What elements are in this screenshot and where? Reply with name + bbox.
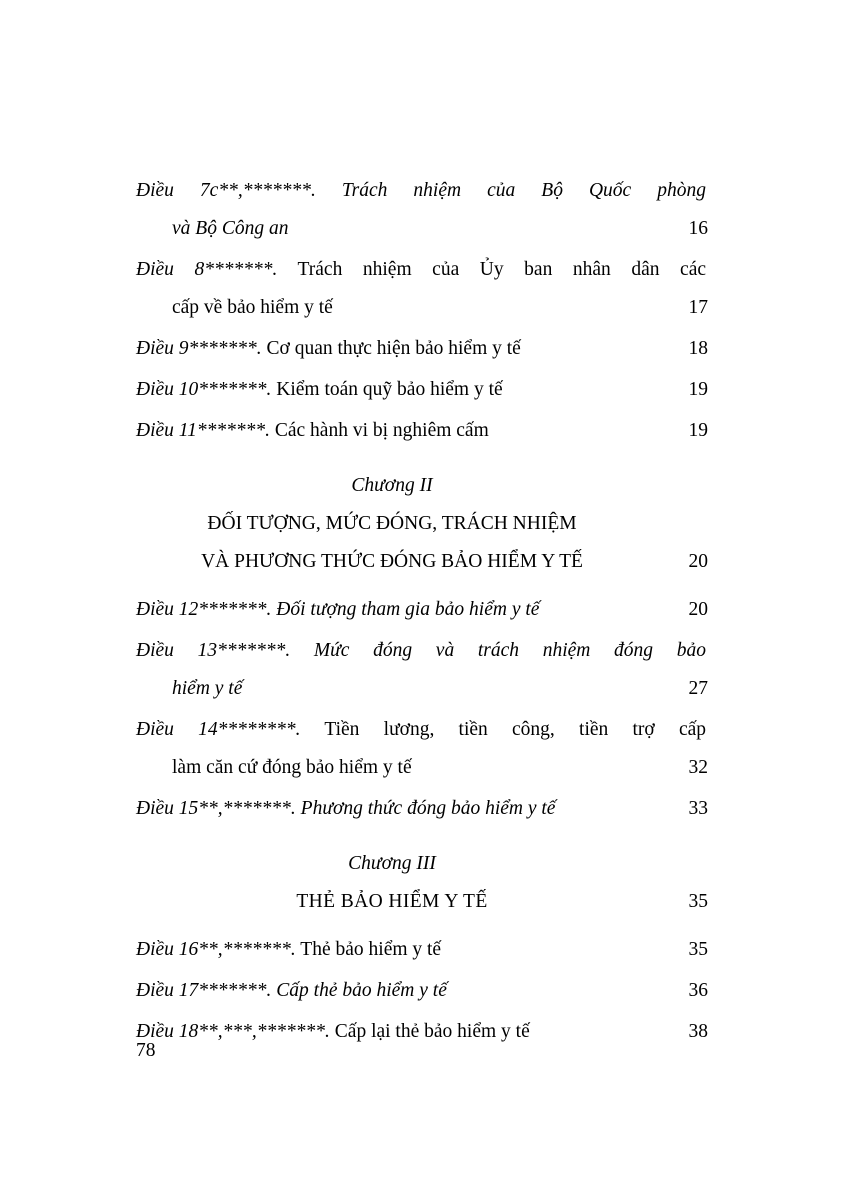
- toc-page-number: 19: [688, 420, 708, 441]
- toc-entry-line: hiểm y tế: [172, 678, 243, 699]
- toc-entry-line: Điều 15**,*******. Phương thức đóng bảo hiểm y tế: [136, 798, 556, 819]
- toc-entry-line: Điều 9*******. Cơ quan thực hiện bảo hiểm y tế: [136, 338, 521, 359]
- chapter-title-line: VÀ PHƯƠNG THỨC ĐÓNG BẢO HIỂM Y TẾ: [201, 551, 583, 572]
- toc-page-number: 33: [688, 798, 708, 819]
- chapter-title-line: ĐỐI TƯỢNG, MỨC ĐÓNG, TRÁCH NHIỆM: [207, 513, 577, 534]
- toc-entry-line: Điều 12*******. Đối tượng tham gia bảo hiểm y tế: [136, 599, 540, 620]
- toc-entry: [136, 711, 708, 787]
- toc-entry-line: Điều 10*******. Kiểm toán quỹ bảo hiểm y tế: [136, 379, 503, 400]
- toc-entry: [136, 412, 708, 450]
- toc-page-number: 20: [688, 599, 708, 620]
- toc-entry-line: Điều 17*******. Cấp thẻ bảo hiểm y tế: [136, 980, 447, 1001]
- toc-entry: [136, 172, 708, 248]
- toc-entry: [136, 330, 708, 368]
- toc-entry-line: Điều 8*******. Trách nhiệm của Ủy ban nhân dân các: [136, 259, 707, 280]
- toc-entry-line: Điều 11*******. Các hành vi bị nghiêm cấm: [136, 420, 489, 441]
- chapter-heading: [136, 467, 708, 581]
- toc-entry: [136, 632, 708, 708]
- toc-entry: [136, 1013, 708, 1051]
- toc-entry-line: Điều 16**,*******. Thẻ bảo hiểm y tế: [136, 939, 442, 960]
- toc-entry-line: Điều 14********. Tiền lương, tiền công, tiền trợ cấp: [136, 719, 707, 740]
- page-folio: 78: [136, 1040, 156, 1061]
- toc-page-number: 32: [688, 757, 708, 778]
- toc-entry-line: Điều 7c**,*******. Trách nhiệm của Bộ Quốc phòng: [136, 180, 706, 201]
- toc-entry: [136, 371, 708, 409]
- chapter-page-number: 35: [688, 891, 708, 912]
- toc-entry: [136, 251, 708, 327]
- toc-page-number: 38: [688, 1021, 708, 1042]
- chapter-title-line: THẺ BẢO HIỂM Y TẾ: [296, 891, 488, 912]
- chapter-label: Chương II: [351, 475, 433, 496]
- toc-entry-line: và Bộ Công an: [172, 218, 289, 239]
- table-of-contents: [136, 172, 708, 1054]
- toc-page-number: 27: [688, 678, 708, 699]
- toc-page-number: 35: [688, 939, 708, 960]
- chapter-page-number: 20: [688, 551, 708, 572]
- toc-entry: [136, 972, 708, 1010]
- toc-entry-line: cấp về bảo hiểm y tế: [172, 297, 333, 318]
- chapter-label: Chương III: [348, 853, 436, 874]
- toc-page-number: 17: [688, 297, 708, 318]
- toc-entry-line: làm căn cứ đóng bảo hiểm y tế: [172, 757, 412, 778]
- toc-page-number: 16: [688, 218, 708, 239]
- toc-entry: [136, 790, 708, 828]
- toc-entry-line: Điều 18**,***,*******. Cấp lại thẻ bảo hiểm y tế: [136, 1021, 530, 1042]
- toc-entry-line: Điều 13*******. Mức đóng và trách nhiệm đóng bảo: [136, 640, 706, 661]
- toc-page-number: 18: [688, 338, 708, 359]
- chapter-heading: [136, 845, 708, 921]
- toc-entry: [136, 591, 708, 629]
- toc-entry: [136, 931, 708, 969]
- toc-page-number: 36: [688, 980, 708, 1001]
- toc-page-number: 19: [688, 379, 708, 400]
